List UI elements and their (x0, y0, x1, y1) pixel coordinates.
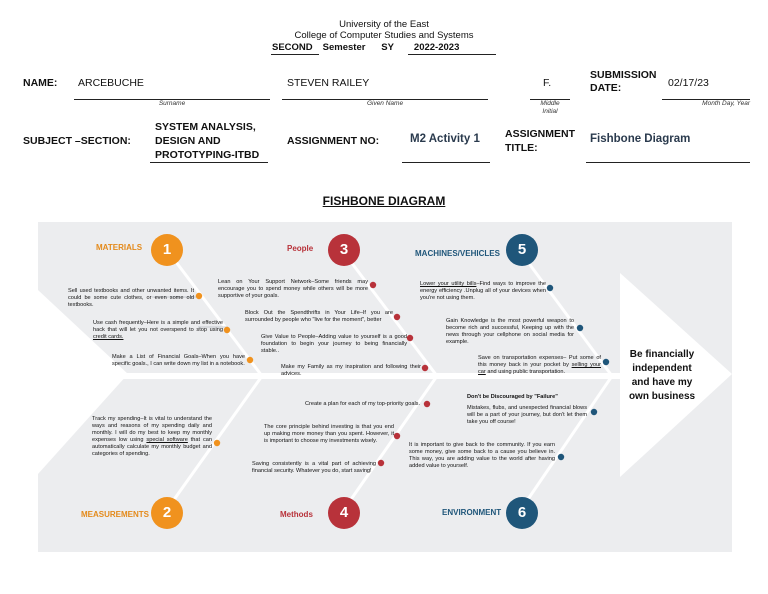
dot-machines-3 (603, 359, 609, 365)
assignment-no-label: ASSIGNMENT NO: (287, 135, 380, 147)
note-machines-1-link: Lower your utility bills (420, 281, 477, 287)
fish-head-goal: Be financially independent and have my own business (628, 349, 696, 402)
note-machines-1-text: –Find ways to improve the energy efficiency .Unplug all of your devices when you're not using them. (420, 281, 546, 301)
note-people-4: Make my Family as my inspiration and following their advices. (281, 364, 421, 377)
category-methods-label: Methods (280, 510, 313, 519)
note-materials-3: Make a List of Financial Goals–When you have specific goals., I can write down my list in a notebook. (112, 354, 245, 367)
assignment-title-label-line2: TITLE: (505, 142, 538, 154)
note-people-3: Give Value to People–Adding value to yourself is a good foundation to begin your journey to being financially stable.. (261, 334, 407, 354)
note-machines-3 (478, 355, 601, 376)
dot-measurements-1 (214, 440, 220, 446)
dot-machines-2 (577, 325, 583, 331)
subject-section-label: SUBJECT –SECTION: (23, 135, 131, 147)
dot-methods-3 (378, 460, 384, 466)
note-people-2: Block Out the Spendthrifts in Your Life–If you are surrounded by people who "live for the moment", better (245, 310, 393, 323)
subject-line1: SYSTEM ANALYSIS, (155, 121, 256, 133)
dot-methods-2 (394, 433, 400, 439)
middle-caption-line1: Middle (540, 100, 560, 107)
note-environment-2: Mistakes, flubs, and unexpected financial blows will be a part of your journey, but don't let them take you off course! (467, 405, 587, 425)
submission-label-line2: DATE: (590, 82, 622, 94)
subject-line2: DESIGN AND (155, 135, 221, 147)
category-people-label: People (287, 244, 314, 253)
dot-materials-1 (196, 293, 202, 299)
college-name: College of Computer Studies and Systems (294, 30, 474, 41)
category-measurements-number: 2 (151, 497, 183, 529)
dot-materials-3 (247, 357, 253, 363)
note-environment-3: It is important to give back to the community. If you earn some money, give some back to a cause you believe in. This way, you are adding value to the world after having added value to yourself. (409, 442, 555, 469)
note-machines-3-tail: and using public transportation. (485, 369, 566, 375)
note-measurements-1 (92, 416, 212, 458)
category-measurements-label: MEASUREMENTS (81, 510, 150, 519)
submission-date-value: 02/17/23 (668, 77, 709, 89)
assignment-title-label-line1: ASSIGNMENT (505, 128, 576, 140)
category-environment-label: ENVIRONMENT (442, 508, 502, 517)
note-materials-2-link: credit cards. (93, 334, 124, 340)
dot-materials-2 (224, 327, 230, 333)
dot-people-4 (422, 365, 428, 371)
diagram-title-text: FISHBONE DIAGRAM (322, 194, 446, 208)
note-machines-2: Gain Knowledge is the most powerful weapon to become rich and successful, Keeping up with the news through your cellphone on social media for example. (446, 318, 574, 345)
category-methods-number: 4 (328, 497, 360, 529)
note-methods-2: The core principle behind investing is that you end up making more money than you spent. However, it is important to choose my investments wisely. (264, 424, 394, 444)
note-measurements-1-link: special software (146, 437, 188, 443)
note-machines-3-text: Save on transportation expenses– Put some of this money back in your pocket by (478, 355, 601, 368)
note-machines-1 (420, 281, 546, 302)
submission-label-line1: SUBMISSION (590, 69, 657, 81)
category-environment-number: 6 (506, 497, 538, 529)
given-name-value: STEVEN RAILEY (287, 77, 370, 89)
sy-value: 2022-2023 (413, 42, 460, 53)
dot-people-3 (407, 335, 413, 341)
note-measurements-1-text: Track my spending–It is vital to understand the ways and reasons of my spending daily and monthly. I will do my best to keep my monthly expenses low using (92, 416, 212, 443)
note-machines-3-link: selling your car (478, 362, 601, 375)
surname-value: ARCEBUCHE (78, 77, 144, 89)
university-name: University of the East (339, 19, 429, 30)
note-environment-1: Don't be Discouraged by "Failure" (467, 394, 558, 400)
note-materials-1: Sell used textbooks and other unwanted items. It could be some cute clothes, or even some old textbooks. (68, 288, 194, 308)
assignment-title-value: Fishbone Diagram (590, 133, 691, 145)
semester-value: SECOND (272, 42, 313, 53)
dot-environment-1 (591, 409, 597, 415)
dot-people-1 (370, 282, 376, 288)
dot-methods-1 (424, 401, 430, 407)
middle-initial-value: F. (543, 77, 552, 89)
note-measurements-1-tail: that can automatically calculate my monthly budget and categories of spending. (92, 437, 212, 457)
name-label: NAME: (23, 77, 58, 89)
assignment-no-value: M2 Activity 1 (410, 133, 480, 145)
note-materials-2-text: Use cash frequently–Here is a simple and effective hack that will let you not overspend to stop using (93, 320, 223, 333)
category-materials-label: MATERIALS (96, 243, 143, 252)
dot-machines-1 (547, 285, 553, 291)
middle-caption-line2: Initial (542, 108, 558, 115)
note-methods-1: Create a plan for each of my top-priority goals. (305, 401, 421, 407)
category-machines-number: 5 (506, 234, 538, 266)
date-caption: Month Day, Year (702, 100, 750, 107)
category-people-number: 3 (328, 234, 360, 266)
note-materials-2 (93, 320, 223, 341)
dot-environment-2 (558, 454, 564, 460)
category-materials-number: 1 (151, 234, 183, 266)
note-people-1: Lean on Your Support Network–Some friends may encourage you to spend money while others will be more supportive of your goals. (218, 279, 368, 299)
dot-people-2 (394, 314, 400, 320)
category-machines-label: MACHINES/VEHICLES (415, 249, 500, 258)
surname-caption: Surname (158, 100, 186, 107)
given-name-caption: Given Name (366, 100, 404, 107)
semester-label: Semester (322, 42, 366, 53)
note-methods-3: Saving consistently is a vital part of achieving financial security. Whatever you do, start saving! (252, 461, 376, 474)
sy-label: SY (381, 42, 394, 53)
subject-line3: PROTOTYPING-ITBD (155, 149, 260, 161)
